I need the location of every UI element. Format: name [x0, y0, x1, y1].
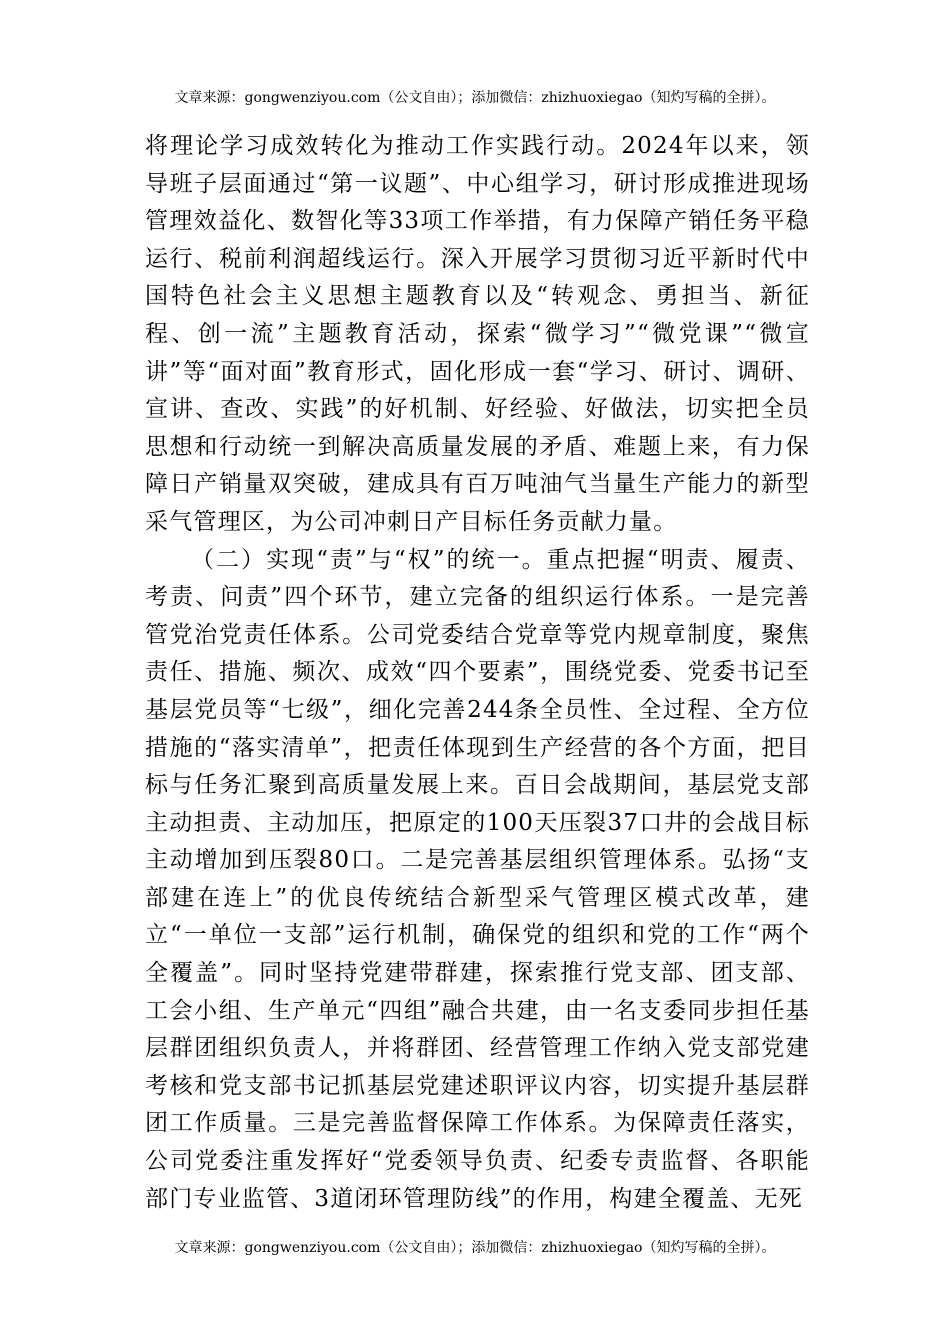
document-body [145, 128, 810, 1218]
paragraph-continuation: 将理论学习成效转化为推动工作实践行动。2024年以来，领导班子层面通过“第一议题”、中心组学习，研讨形成推进现场管理效益化、数智化等33项工作举措，有力保障产销任务平稳运行、税前利润超线运行。深入开展学习贯彻习近平新时代中国特色社会主义思想主题教育以及“转观念、勇担当、新征程、创一流”主题教育活动，探索“微学习”“微党课”“微宣讲”等“面对面”教育形式，固化形成一套“学习、研讨、调研、宣讲、查改、实践”的好机制、好经验、好做法，切实把全员思想和行动统一到解决高质量发展的矛盾、难题上来，有力保障日产销量双突破，建成具有百万吨油气当量生产能力的新型采气管理区，为公司冲刺日产目标任务贡献力量。 [145, 133, 810, 535]
page-header: 文章来源：gongwenziyou.com（公文自由）；添加微信：zhizhuoxiegao（知灼写稿的全拼）。 [174, 90, 776, 106]
paragraph-section-two: （二）实现“责”与“权”的统一。重点把握“明责、履责、考责、问责”四个环节，建立完备的组织运行体系。一是完善管党治党责任体系。公司党委结合党章等党内规章制度，聚焦责任、措施、频次、成效“四个要素”，围绕党委、党委书记至基层党员等“七级”，细化完善244条全员性、全过程、全方位措施的“落实清单”，把责任体现到生产经营的各个方面，把目标与任务汇聚到高质量发展上来。百日会战期间，基层党支部主动担责、主动加压，把原定的100天压裂37口井的会战目标主动增加到压裂80口。二是完善基层组织管理体系。弘扬“支部建在连上”的优良传统结合新型采气管理区模式改革，建立“一单位一支部”运行机制，确保党的组织和党的工作“两个全覆盖”。同时坚持党建带群建，探索推行党支部、团支部、工会小组、生产单元“四组”融合共建，由一名支委同步担任基层群团组织负责人，并将群团、经营管理工作纳入党支部党建考核和党支部书记抓基层党建述职评议内容，切实提升基层群团工作质量。三是完善监督保障工作体系。为保障责任落实，公司党委注重发挥好“党委领导负责、纪委专责监督、各职能部门专业监管、3道闭环管理防线”的作用，构建全覆盖、无死 [145, 546, 810, 1212]
page-footer: 文章来源：gongwenziyou.com（公文自由）；添加微信：zhizhuoxiegao（知灼写稿的全拼）。 [174, 1240, 776, 1256]
